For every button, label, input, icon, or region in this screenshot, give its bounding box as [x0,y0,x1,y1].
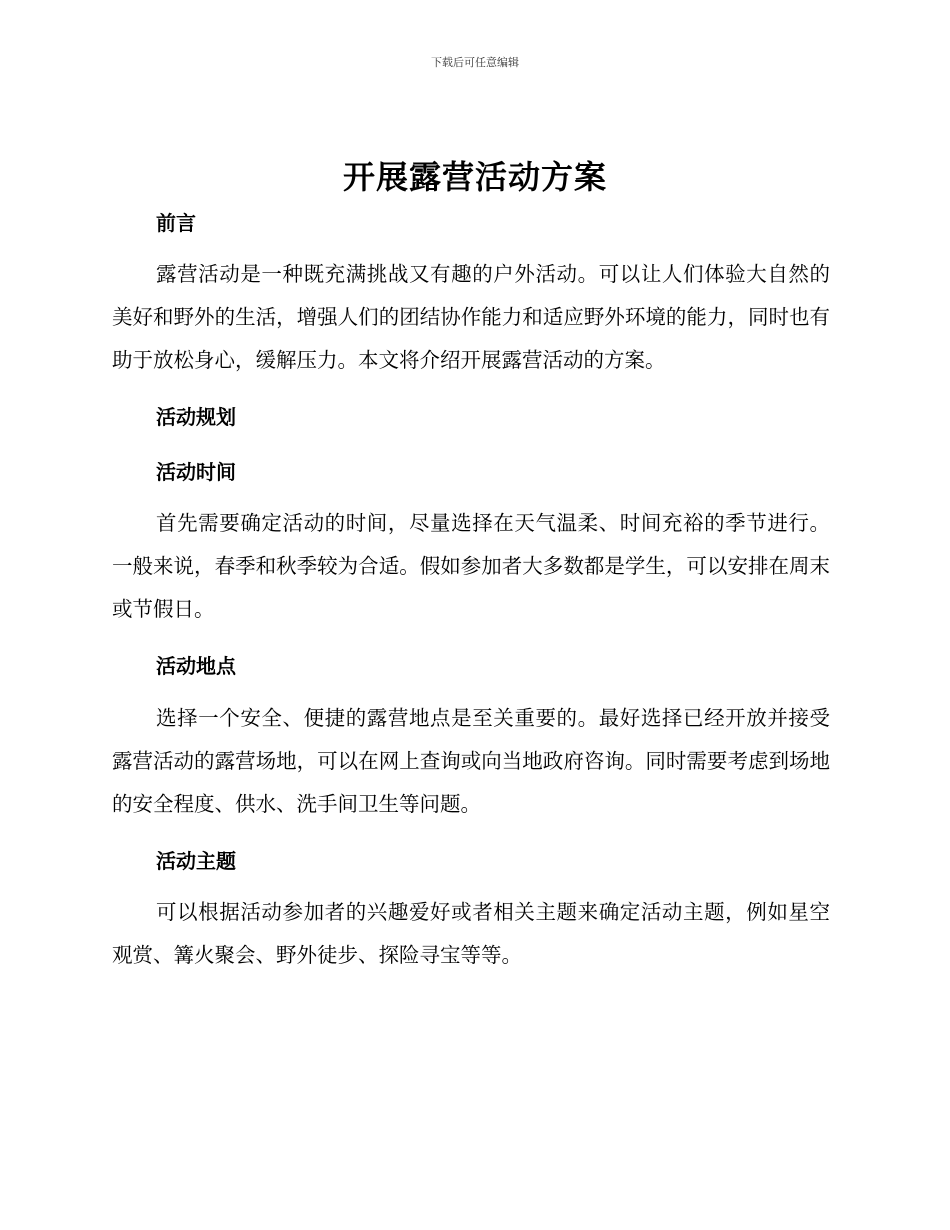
paragraph-preface: 露营活动是一种既充满挑战又有趣的户外活动。可以让人们体验大自然的美好和野外的生活，增强人们的团结协作能力和适应野外环境的能力，同时也有助于放松身心，缓解压力。本文将介绍开展露营活动的方案。 [112,262,830,372]
paragraph-activity-time: 首先需要确定活动的时间，尽量选择在天气温柔、时间充裕的季节进行。一般来说，春季和秋季较为合适。假如参加者大多数都是学生，可以安排在周末或节假日。 [112,511,830,621]
heading-preface: 前言 [156,211,196,235]
heading-activity-planning: 活动规划 [156,405,236,429]
heading-activity-theme: 活动主题 [156,849,236,873]
paragraph-activity-location: 选择一个安全、便捷的露营地点是至关重要的。最好选择已经开放并接受露营活动的露营场地，可以在网上查询或向当地政府咨询。同时需要考虑到场地的安全程度、供水、洗手间卫生等问题。 [112,706,830,816]
heading-activity-time: 活动时间 [156,460,236,484]
document-title: 开展露营活动方案 [342,158,607,196]
paragraph-activity-theme: 可以根据活动参加者的兴趣爱好或者相关主题来确定活动主题，例如星空观赏、篝火聚会、野外徒步、探险寻宝等等。 [112,900,830,967]
heading-activity-location: 活动地点 [156,654,236,678]
page-header-note: 下载后可任意编辑 [431,56,519,69]
